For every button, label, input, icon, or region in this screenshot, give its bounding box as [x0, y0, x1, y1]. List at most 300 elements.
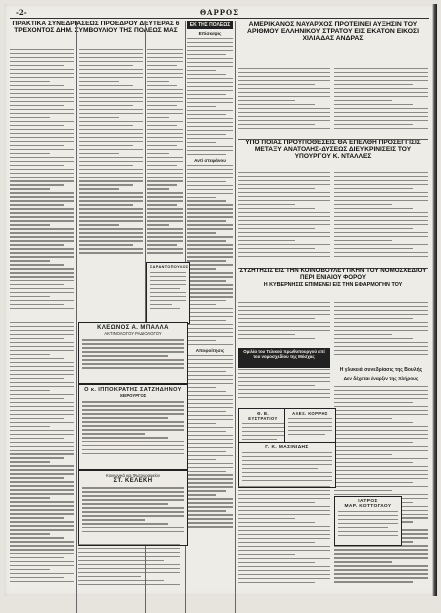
text-line	[242, 435, 284, 436]
text-line	[147, 93, 183, 94]
text-line	[79, 125, 133, 126]
text-line	[82, 445, 184, 446]
text-line	[238, 494, 330, 495]
text-line	[187, 268, 216, 269]
newspaper-page	[4, 4, 437, 596]
text-line	[10, 256, 74, 257]
text-line	[10, 208, 74, 209]
advertisement-radiologist	[78, 322, 188, 384]
right-low-col-2b	[334, 386, 428, 590]
text-line	[334, 310, 428, 311]
text-line	[334, 232, 428, 233]
text-line	[238, 228, 315, 229]
text-line	[338, 535, 398, 536]
text-line	[242, 423, 284, 424]
text-line	[187, 522, 233, 523]
text-line	[242, 464, 332, 465]
text-line	[238, 240, 295, 241]
text-line	[242, 476, 332, 477]
text-line	[334, 80, 428, 81]
text-line	[187, 498, 233, 499]
text-line	[147, 196, 183, 197]
text-line	[334, 200, 428, 201]
text-line	[187, 419, 233, 420]
text-line	[334, 426, 428, 427]
text-line	[147, 252, 183, 253]
right-top-block	[238, 21, 428, 44]
text-line	[147, 61, 183, 62]
text-line	[10, 105, 64, 106]
text-line	[238, 76, 330, 77]
text-line	[187, 383, 233, 384]
text-line	[187, 463, 233, 464]
text-line	[10, 537, 64, 538]
text-line	[187, 138, 233, 139]
text-line	[79, 69, 143, 70]
text-line	[10, 216, 74, 217]
text-line	[187, 42, 233, 43]
text-line	[79, 73, 143, 74]
text-line	[78, 572, 180, 573]
text-line	[10, 53, 74, 54]
text-line	[238, 188, 315, 189]
text-line	[334, 244, 428, 245]
text-line	[187, 486, 233, 487]
text-line	[147, 73, 183, 74]
text-line	[187, 423, 216, 424]
text-line	[10, 121, 74, 122]
left-block	[10, 21, 182, 37]
text-line	[147, 97, 183, 98]
text-line	[187, 224, 233, 225]
text-line	[10, 141, 74, 142]
text-line	[238, 530, 330, 531]
text-line	[147, 145, 177, 146]
text-line	[147, 157, 183, 158]
text-line	[79, 173, 143, 174]
text-line	[187, 189, 233, 190]
text-line	[10, 505, 74, 506]
text-line	[242, 452, 332, 453]
text-line	[79, 228, 143, 229]
text-line	[10, 129, 74, 130]
text-line	[187, 526, 233, 527]
text-line	[238, 88, 330, 89]
text-line	[334, 302, 428, 303]
text-line	[187, 86, 233, 87]
text-line	[10, 569, 50, 570]
text-line	[82, 401, 184, 402]
text-line	[10, 137, 74, 138]
text-line	[10, 149, 74, 150]
text-line	[242, 439, 277, 440]
text-line	[10, 557, 64, 558]
text-line	[238, 582, 315, 583]
text-line	[10, 461, 50, 462]
text-line	[78, 560, 164, 561]
text-line	[10, 501, 74, 502]
text-line	[187, 150, 233, 151]
text-line	[82, 363, 184, 364]
advertisement-surgeon	[78, 384, 188, 470]
text-line	[238, 518, 295, 519]
text-line	[10, 113, 74, 114]
text-line	[187, 146, 233, 147]
text-line	[79, 224, 119, 225]
text-line	[82, 531, 184, 532]
text-line	[187, 216, 233, 217]
text-line	[10, 272, 74, 273]
text-line	[187, 451, 226, 452]
text-line	[79, 117, 119, 118]
text-line	[10, 442, 74, 443]
text-line	[238, 578, 330, 579]
text-line	[338, 519, 398, 520]
text-line	[10, 529, 74, 530]
text-line	[187, 212, 233, 213]
text-line	[147, 141, 183, 142]
text-line	[78, 584, 180, 585]
text-line	[187, 90, 233, 91]
text-line	[82, 495, 184, 496]
text-line	[79, 220, 143, 221]
text-line	[238, 502, 315, 503]
text-line	[79, 77, 143, 78]
text-line	[187, 62, 233, 63]
text-line	[82, 413, 184, 414]
text-line	[334, 180, 428, 181]
text-line	[238, 498, 330, 499]
text-line	[334, 462, 413, 463]
column-divider	[235, 21, 236, 613]
text-line	[338, 531, 398, 532]
text-line	[10, 93, 74, 94]
text-line	[288, 422, 332, 423]
text-line	[187, 102, 233, 103]
text-line	[10, 248, 74, 249]
text-line	[334, 224, 428, 225]
text-line	[10, 438, 64, 439]
text-line	[187, 506, 233, 507]
body-text-lines	[79, 49, 143, 254]
text-line	[10, 485, 74, 486]
text-line	[10, 509, 74, 510]
right-top-col-1	[238, 68, 330, 134]
text-line	[10, 450, 74, 451]
text-line	[79, 89, 143, 90]
text-line	[147, 117, 169, 118]
text-line	[150, 288, 180, 289]
text-line	[187, 336, 233, 337]
text-line	[187, 142, 216, 143]
text-line	[187, 248, 233, 249]
text-line	[147, 232, 183, 233]
text-line	[187, 288, 233, 289]
text-line	[10, 406, 74, 407]
text-line	[238, 112, 330, 113]
text-line	[187, 185, 233, 186]
text-line	[238, 554, 295, 555]
text-line	[334, 569, 428, 570]
text-line	[238, 80, 330, 81]
text-line	[147, 165, 177, 166]
text-line	[334, 398, 428, 399]
text-line	[187, 308, 233, 309]
text-line	[79, 81, 119, 82]
text-line	[10, 188, 50, 189]
text-line	[147, 212, 183, 213]
text-line	[187, 455, 233, 456]
ad-title: ΜΑΡ. ΚΟΤΤΟΓΛΟΥ	[344, 504, 392, 509]
text-line	[334, 474, 428, 475]
text-line	[242, 480, 332, 481]
text-line	[10, 57, 74, 58]
text-line	[79, 153, 119, 154]
text-line	[238, 248, 315, 249]
text-line	[82, 487, 184, 488]
page-edge-shadow	[432, 4, 437, 596]
text-line	[82, 347, 184, 348]
text-line	[10, 370, 74, 371]
text-line	[10, 220, 74, 221]
text-line	[187, 399, 233, 400]
text-line	[187, 435, 233, 436]
text-line	[10, 109, 74, 110]
text-line	[187, 482, 233, 483]
text-line	[334, 322, 428, 323]
text-line	[238, 318, 315, 319]
text-line	[79, 105, 133, 106]
text-line	[10, 422, 74, 423]
text-line	[334, 434, 428, 435]
text-line	[238, 302, 330, 303]
newspaper-name: ΘΑΡΡΟΣ	[199, 8, 240, 17]
text-line	[187, 177, 233, 178]
text-line	[187, 494, 216, 495]
text-line	[147, 248, 183, 249]
text-line	[334, 338, 413, 339]
text-line	[238, 574, 330, 575]
text-line	[10, 228, 74, 229]
text-line	[147, 244, 177, 245]
text-line	[238, 108, 330, 109]
text-line	[334, 406, 428, 407]
text-line	[187, 467, 233, 468]
text-line	[147, 105, 177, 106]
column-divider	[76, 21, 77, 613]
text-line	[238, 314, 330, 315]
text-line	[187, 66, 233, 67]
text-line	[187, 197, 216, 198]
text-line	[334, 184, 428, 185]
text-line	[78, 556, 180, 557]
text-line	[187, 514, 233, 515]
text-line	[82, 359, 184, 360]
text-line	[187, 280, 226, 281]
text-line	[334, 112, 428, 113]
text-line	[334, 577, 428, 578]
text-line	[238, 204, 295, 205]
text-line	[334, 450, 428, 451]
text-line	[238, 322, 330, 323]
text-line	[82, 519, 145, 520]
text-line	[334, 330, 428, 331]
text-line	[238, 558, 330, 559]
text-line	[10, 426, 50, 427]
text-line	[334, 394, 428, 395]
text-line	[82, 351, 184, 352]
text-line	[147, 204, 177, 205]
text-line	[187, 443, 233, 444]
text-line	[10, 268, 74, 269]
text-line	[187, 165, 233, 166]
text-line	[238, 566, 330, 567]
text-line	[187, 312, 233, 313]
text-line	[187, 232, 216, 233]
text-line	[82, 507, 184, 508]
text-line	[78, 544, 180, 545]
text-line	[10, 300, 74, 301]
text-line	[147, 49, 183, 50]
text-line	[334, 350, 428, 351]
text-line	[187, 375, 233, 376]
text-line	[150, 304, 172, 305]
city-news-heading: ΕΚ ΤΗΣ ΠΟΛΕΩΣ	[187, 21, 233, 29]
text-line	[10, 553, 74, 554]
text-line	[338, 527, 388, 528]
text-line	[10, 330, 74, 331]
text-line	[82, 409, 184, 410]
text-line	[150, 296, 186, 297]
text-line	[238, 326, 330, 327]
text-line	[187, 134, 226, 135]
text-line	[79, 188, 119, 189]
ad-subtitle: Κοινωνικά και Φωτογραφείον	[106, 473, 160, 478]
text-line	[147, 169, 183, 170]
text-line	[334, 422, 413, 423]
text-line	[238, 526, 330, 527]
text-line	[82, 527, 184, 528]
text-line	[10, 169, 74, 170]
text-line	[10, 69, 74, 70]
text-line	[238, 538, 330, 539]
text-line	[238, 244, 330, 245]
text-line	[10, 346, 74, 347]
text-line	[10, 288, 74, 289]
text-line	[187, 38, 233, 39]
text-line	[10, 493, 74, 494]
advertisement-masinidis	[238, 442, 336, 488]
text-line	[10, 101, 74, 102]
text-line	[238, 224, 330, 225]
text-line	[334, 470, 428, 471]
ad-title: ΚΛΕΩΝΟΣ Α. ΜΠΑΛΛΑ	[97, 325, 169, 331]
text-line	[238, 200, 330, 201]
text-line	[10, 402, 74, 403]
text-line	[79, 113, 143, 114]
text-line	[10, 410, 74, 411]
text-line	[10, 549, 74, 550]
text-line	[79, 85, 133, 86]
text-line	[79, 61, 143, 62]
right-mid-block	[238, 140, 428, 163]
text-line	[147, 109, 183, 110]
header-rule	[10, 18, 429, 19]
text-line	[82, 429, 184, 430]
ad-subtitle: ΧΕΙΡΟΥΡΓΟΣ	[119, 393, 147, 398]
text-line	[187, 154, 226, 155]
text-line	[10, 513, 74, 514]
text-line	[10, 97, 74, 98]
text-line	[334, 486, 428, 487]
text-line	[187, 256, 233, 257]
text-line	[334, 108, 428, 109]
right-bottom-text	[238, 486, 330, 590]
text-line	[10, 541, 74, 542]
text-line	[10, 65, 64, 66]
text-line	[10, 145, 64, 146]
text-line	[79, 141, 143, 142]
text-line	[147, 200, 183, 201]
text-line	[334, 68, 428, 69]
text-line	[288, 430, 332, 431]
text-line	[82, 449, 184, 450]
text-line	[10, 244, 64, 245]
text-line	[187, 474, 233, 475]
text-line	[187, 106, 216, 107]
text-line	[238, 92, 330, 93]
right-low-col-1	[238, 302, 330, 346]
text-line	[187, 110, 233, 111]
text-line	[10, 382, 74, 383]
text-line	[79, 236, 143, 237]
right-low-col-2	[334, 302, 428, 362]
text-line	[79, 252, 143, 253]
text-line	[10, 489, 74, 490]
text-line	[187, 340, 216, 341]
text-line	[10, 581, 74, 582]
text-line	[334, 442, 413, 443]
text-line	[150, 284, 186, 285]
text-line	[10, 177, 74, 178]
middle-text-column	[147, 49, 183, 259]
text-line	[10, 304, 64, 305]
text-line	[238, 124, 315, 125]
text-line	[10, 525, 74, 526]
text-line	[82, 491, 184, 492]
text-line	[10, 212, 74, 213]
text-line	[147, 89, 183, 90]
text-line	[238, 116, 330, 117]
text-line	[79, 212, 143, 213]
text-line	[150, 276, 186, 277]
text-line	[238, 104, 315, 105]
text-line	[79, 149, 143, 150]
text-line	[242, 431, 284, 432]
advertisement-photography	[78, 470, 188, 546]
text-line	[187, 427, 233, 428]
text-line	[10, 264, 64, 265]
text-line	[82, 437, 168, 438]
text-line	[187, 403, 233, 404]
text-line	[242, 460, 332, 461]
text-line	[150, 300, 186, 301]
text-line	[187, 431, 226, 432]
text-line	[187, 387, 216, 388]
text-line	[10, 517, 64, 518]
text-line	[187, 371, 226, 372]
text-line	[10, 292, 74, 293]
